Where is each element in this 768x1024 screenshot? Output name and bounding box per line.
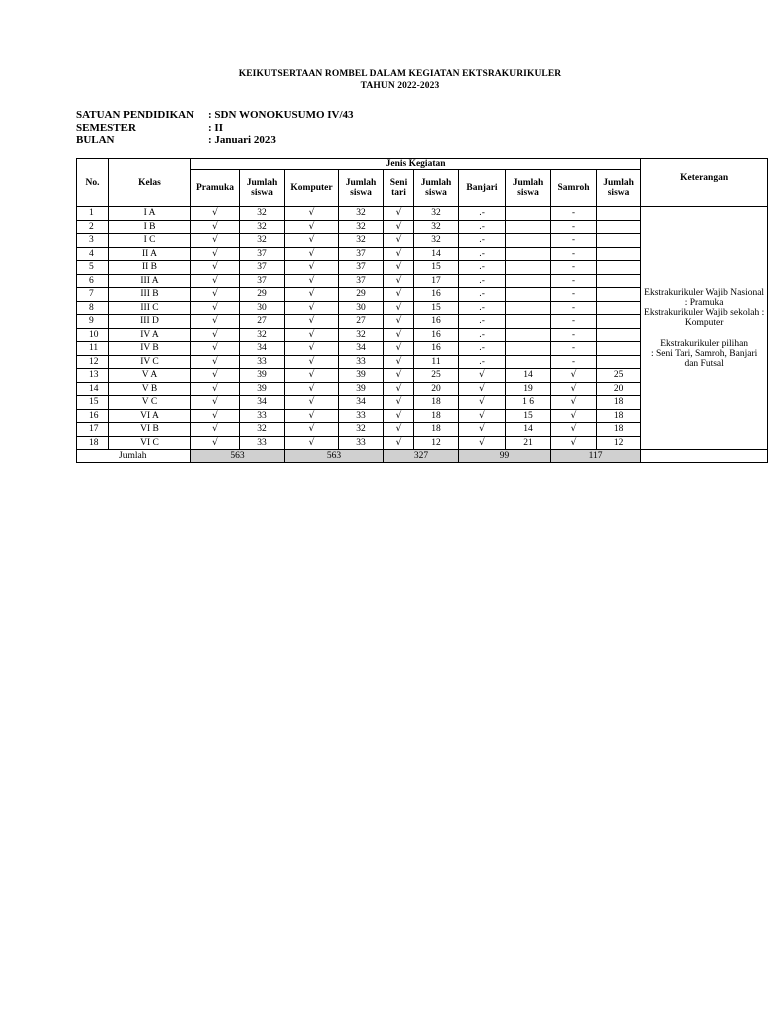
banjari-count: [506, 207, 551, 221]
samroh-check: -: [551, 342, 597, 356]
samroh-check: √: [551, 382, 597, 396]
row-kelas: III B: [109, 288, 191, 302]
komputer-check: √: [285, 247, 339, 261]
banjari-count: [506, 220, 551, 234]
seni-count: 15: [414, 301, 459, 315]
totals-label: Jumlah: [77, 450, 191, 463]
seni-count: 18: [414, 409, 459, 423]
seni-check: √: [384, 247, 414, 261]
row-kelas: VI B: [109, 423, 191, 437]
row-no: 8: [77, 301, 109, 315]
row-no: 17: [77, 423, 109, 437]
pramuka-count: 32: [240, 220, 285, 234]
samroh-count: 20: [597, 382, 641, 396]
samroh-check: -: [551, 315, 597, 329]
banjari-count: [506, 328, 551, 342]
banjari-check: √: [459, 382, 506, 396]
komputer-check: √: [285, 423, 339, 437]
seni-count: 11: [414, 355, 459, 369]
banjari-count: [506, 342, 551, 356]
row-kelas: II B: [109, 261, 191, 275]
total-pramuka: 563: [191, 450, 285, 463]
samroh-count: [597, 220, 641, 234]
banjari-check: .-: [459, 355, 506, 369]
pramuka-count: 37: [240, 247, 285, 261]
header-jumlah-siswa: Jumlah siswa: [506, 170, 551, 207]
seni-check: √: [384, 369, 414, 383]
seni-check: √: [384, 423, 414, 437]
row-kelas: IV C: [109, 355, 191, 369]
seni-count: 18: [414, 423, 459, 437]
row-no: 13: [77, 369, 109, 383]
header-jenis-kegiatan: Jenis Kegiatan: [191, 159, 641, 170]
komputer-count: 33: [339, 409, 384, 423]
info-value: : Januari 2023: [208, 134, 276, 146]
pramuka-count: 33: [240, 436, 285, 450]
row-no: 9: [77, 315, 109, 329]
row-kelas: III D: [109, 315, 191, 329]
banjari-check: √: [459, 436, 506, 450]
row-kelas: IV A: [109, 328, 191, 342]
komputer-check: √: [285, 436, 339, 450]
samroh-check: -: [551, 288, 597, 302]
seni-check: √: [384, 220, 414, 234]
seni-check: √: [384, 382, 414, 396]
seni-check: √: [384, 315, 414, 329]
pramuka-check: √: [191, 274, 240, 288]
samroh-check: -: [551, 234, 597, 248]
totals-row: [77, 450, 768, 463]
pramuka-check: √: [191, 207, 240, 221]
samroh-count: 18: [597, 423, 641, 437]
pramuka-count: 39: [240, 369, 285, 383]
header-kelas: Kelas: [109, 159, 191, 207]
komputer-check: √: [285, 234, 339, 248]
banjari-check: √: [459, 396, 506, 410]
pramuka-check: √: [191, 247, 240, 261]
pramuka-count: 32: [240, 423, 285, 437]
komputer-count: 29: [339, 288, 384, 302]
row-kelas: IV B: [109, 342, 191, 356]
header-jumlah-siswa: Jumlah siswa: [414, 170, 459, 207]
komputer-check: √: [285, 396, 339, 410]
header-keterangan: Keterangan: [641, 159, 768, 207]
pramuka-count: 27: [240, 315, 285, 329]
pramuka-check: √: [191, 409, 240, 423]
row-kelas: V C: [109, 396, 191, 410]
row-kelas: I A: [109, 207, 191, 221]
pramuka-count: 37: [240, 274, 285, 288]
row-no: 5: [77, 261, 109, 275]
samroh-count: [597, 328, 641, 342]
row-no: 11: [77, 342, 109, 356]
info-label: SEMESTER: [76, 121, 136, 134]
keterangan-spacer: [643, 328, 765, 339]
banjari-check: .-: [459, 315, 506, 329]
keterangan-line-pilihan: Ekstrakurikuler pilihan: [660, 338, 749, 349]
seni-check: √: [384, 409, 414, 423]
samroh-count: [597, 207, 641, 221]
samroh-check: -: [551, 274, 597, 288]
banjari-count: [506, 247, 551, 261]
samroh-count: 25: [597, 369, 641, 383]
samroh-count: [597, 288, 641, 302]
banjari-count: [506, 288, 551, 302]
table-body: [77, 207, 768, 463]
header-komputer: Komputer: [285, 170, 339, 207]
pramuka-check: √: [191, 396, 240, 410]
seni-count: 17: [414, 274, 459, 288]
totals-keterangan-empty: [641, 450, 768, 463]
seni-check: √: [384, 342, 414, 356]
komputer-check: √: [285, 261, 339, 275]
row-no: 18: [77, 436, 109, 450]
komputer-count: 32: [339, 423, 384, 437]
seni-count: 16: [414, 288, 459, 302]
samroh-check: -: [551, 301, 597, 315]
info-row-semester: [76, 122, 354, 135]
pramuka-check: √: [191, 234, 240, 248]
banjari-check: .-: [459, 234, 506, 248]
banjari-count: 15: [506, 409, 551, 423]
pramuka-check: √: [191, 355, 240, 369]
row-no: 3: [77, 234, 109, 248]
total-banjari: 99: [459, 450, 551, 463]
row-kelas: II A: [109, 247, 191, 261]
banjari-check: √: [459, 423, 506, 437]
banjari-check: .-: [459, 288, 506, 302]
row-no: 7: [77, 288, 109, 302]
komputer-count: 34: [339, 342, 384, 356]
banjari-count: [506, 274, 551, 288]
samroh-count: [597, 274, 641, 288]
samroh-count: [597, 247, 641, 261]
seni-count: 25: [414, 369, 459, 383]
samroh-count: [597, 355, 641, 369]
info-label: SATUAN PENDIDIKAN: [76, 109, 195, 121]
komputer-count: 33: [339, 355, 384, 369]
keterangan-line-pilihan-list: : Seni Tari, Samroh, Banjari dan Futsal: [650, 348, 758, 369]
samroh-check: -: [551, 220, 597, 234]
pramuka-check: √: [191, 436, 240, 450]
banjari-check: √: [459, 409, 506, 423]
header-seni-tari: Seni tari: [384, 170, 414, 207]
banjari-count: [506, 261, 551, 275]
seni-count: 16: [414, 328, 459, 342]
komputer-check: √: [285, 301, 339, 315]
header-banjari: Banjari: [459, 170, 506, 207]
seni-count: 14: [414, 247, 459, 261]
row-kelas: V A: [109, 369, 191, 383]
header-jumlah-siswa: Jumlah siswa: [339, 170, 384, 207]
banjari-check: .-: [459, 207, 506, 221]
pramuka-count: 37: [240, 261, 285, 275]
komputer-check: √: [285, 315, 339, 329]
samroh-count: 18: [597, 396, 641, 410]
banjari-check: .-: [459, 342, 506, 356]
total-samroh: 117: [551, 450, 641, 463]
seni-count: 15: [414, 261, 459, 275]
info-value: : SDN WONOKUSUMO IV/43: [208, 109, 354, 121]
info-row-month: [76, 134, 354, 147]
pramuka-check: √: [191, 328, 240, 342]
samroh-count: [597, 234, 641, 248]
pramuka-count: 34: [240, 396, 285, 410]
row-kelas: VI A: [109, 409, 191, 423]
komputer-count: 37: [339, 247, 384, 261]
seni-count: 16: [414, 342, 459, 356]
samroh-count: [597, 301, 641, 315]
header-samroh: Samroh: [551, 170, 597, 207]
pramuka-check: √: [191, 369, 240, 383]
komputer-count: 27: [339, 315, 384, 329]
seni-count: 32: [414, 220, 459, 234]
samroh-check: -: [551, 328, 597, 342]
row-no: 15: [77, 396, 109, 410]
seni-check: √: [384, 328, 414, 342]
pramuka-check: √: [191, 301, 240, 315]
banjari-count: [506, 234, 551, 248]
pramuka-count: 32: [240, 328, 285, 342]
komputer-check: √: [285, 369, 339, 383]
pramuka-count: 33: [240, 409, 285, 423]
row-no: 14: [77, 382, 109, 396]
samroh-count: 12: [597, 436, 641, 450]
komputer-count: 32: [339, 220, 384, 234]
seni-check: √: [384, 301, 414, 315]
seni-check: √: [384, 288, 414, 302]
row-kelas: VI C: [109, 436, 191, 450]
seni-count: 16: [414, 315, 459, 329]
samroh-check: √: [551, 436, 597, 450]
info-value: : II: [208, 121, 223, 134]
seni-count: 32: [414, 207, 459, 221]
pramuka-count: 32: [240, 234, 285, 248]
komputer-count: 32: [339, 328, 384, 342]
komputer-count: 34: [339, 396, 384, 410]
komputer-count: 37: [339, 274, 384, 288]
row-no: 6: [77, 274, 109, 288]
pramuka-count: 39: [240, 382, 285, 396]
document-subtitle: TAHUN 2022-2023: [360, 81, 440, 91]
seni-count: 20: [414, 382, 459, 396]
row-kelas: V B: [109, 382, 191, 396]
banjari-check: .-: [459, 328, 506, 342]
header-no: No.: [77, 159, 109, 207]
banjari-count: 19: [506, 382, 551, 396]
banjari-check: .-: [459, 247, 506, 261]
komputer-check: √: [285, 220, 339, 234]
row-no: 2: [77, 220, 109, 234]
pramuka-count: 29: [240, 288, 285, 302]
komputer-check: √: [285, 328, 339, 342]
pramuka-check: √: [191, 382, 240, 396]
banjari-check: √: [459, 369, 506, 383]
komputer-check: √: [285, 342, 339, 356]
seni-check: √: [384, 261, 414, 275]
komputer-count: 39: [339, 369, 384, 383]
seni-count: 12: [414, 436, 459, 450]
samroh-check: -: [551, 207, 597, 221]
header-jumlah-siswa: Jumlah siswa: [240, 170, 285, 207]
document-title: KEIKUTSERTAAN ROMBEL DALAM KEGIATAN EKTSRAKURIKULER: [238, 69, 562, 79]
samroh-count: 18: [597, 409, 641, 423]
keterangan-line-wajib-sekolah: Ekstrakurikuler Wajib sekolah : Komputer: [644, 307, 765, 328]
banjari-check: .-: [459, 261, 506, 275]
samroh-check: √: [551, 396, 597, 410]
komputer-count: 32: [339, 234, 384, 248]
seni-check: √: [384, 396, 414, 410]
banjari-check: .-: [459, 301, 506, 315]
pramuka-check: √: [191, 342, 240, 356]
row-no: 16: [77, 409, 109, 423]
komputer-check: √: [285, 274, 339, 288]
pramuka-count: 33: [240, 355, 285, 369]
komputer-check: √: [285, 409, 339, 423]
pramuka-check: √: [191, 315, 240, 329]
table-row: [77, 207, 768, 221]
komputer-check: √: [285, 382, 339, 396]
samroh-count: [597, 315, 641, 329]
pramuka-count: 30: [240, 301, 285, 315]
seni-check: √: [384, 234, 414, 248]
header-jumlah-siswa: Jumlah siswa: [597, 170, 641, 207]
komputer-count: 39: [339, 382, 384, 396]
banjari-count: 14: [506, 369, 551, 383]
pramuka-check: √: [191, 261, 240, 275]
header-pramuka: Pramuka: [191, 170, 240, 207]
total-komputer: 563: [285, 450, 384, 463]
info-label: BULAN: [76, 134, 115, 146]
samroh-check: √: [551, 409, 597, 423]
row-no: 4: [77, 247, 109, 261]
komputer-count: 33: [339, 436, 384, 450]
samroh-count: [597, 342, 641, 356]
pramuka-count: 32: [240, 207, 285, 221]
pramuka-check: √: [191, 220, 240, 234]
samroh-check: √: [551, 423, 597, 437]
keterangan-cell: [641, 207, 768, 450]
pramuka-check: √: [191, 423, 240, 437]
banjari-count: [506, 315, 551, 329]
pramuka-count: 34: [240, 342, 285, 356]
total-seni-tari: 327: [384, 450, 459, 463]
seni-check: √: [384, 274, 414, 288]
banjari-count: 21: [506, 436, 551, 450]
info-row-school: [76, 109, 354, 122]
row-no: 12: [77, 355, 109, 369]
row-no: 1: [77, 207, 109, 221]
samroh-check: -: [551, 247, 597, 261]
banjari-count: 14: [506, 423, 551, 437]
komputer-check: √: [285, 355, 339, 369]
samroh-count: [597, 261, 641, 275]
samroh-check: -: [551, 261, 597, 275]
banjari-count: 1 6: [506, 396, 551, 410]
komputer-count: 37: [339, 261, 384, 275]
komputer-count: 32: [339, 207, 384, 221]
row-kelas: III C: [109, 301, 191, 315]
row-kelas: I C: [109, 234, 191, 248]
banjari-check: .-: [459, 220, 506, 234]
samroh-check: √: [551, 369, 597, 383]
banjari-check: .-: [459, 274, 506, 288]
komputer-check: √: [285, 207, 339, 221]
seni-check: √: [384, 207, 414, 221]
komputer-count: 30: [339, 301, 384, 315]
school-info: [76, 109, 354, 147]
seni-count: 32: [414, 234, 459, 248]
seni-count: 18: [414, 396, 459, 410]
keterangan-line-wajib-nasional: Ekstrakurikuler Wajib Nasional : Pramuka: [644, 287, 765, 308]
seni-check: √: [384, 436, 414, 450]
banjari-count: [506, 355, 551, 369]
participation-table: [76, 158, 768, 463]
row-kelas: I B: [109, 220, 191, 234]
pramuka-check: √: [191, 288, 240, 302]
row-no: 10: [77, 328, 109, 342]
komputer-check: √: [285, 288, 339, 302]
banjari-count: [506, 301, 551, 315]
seni-check: √: [384, 355, 414, 369]
row-kelas: III A: [109, 274, 191, 288]
samroh-check: -: [551, 355, 597, 369]
